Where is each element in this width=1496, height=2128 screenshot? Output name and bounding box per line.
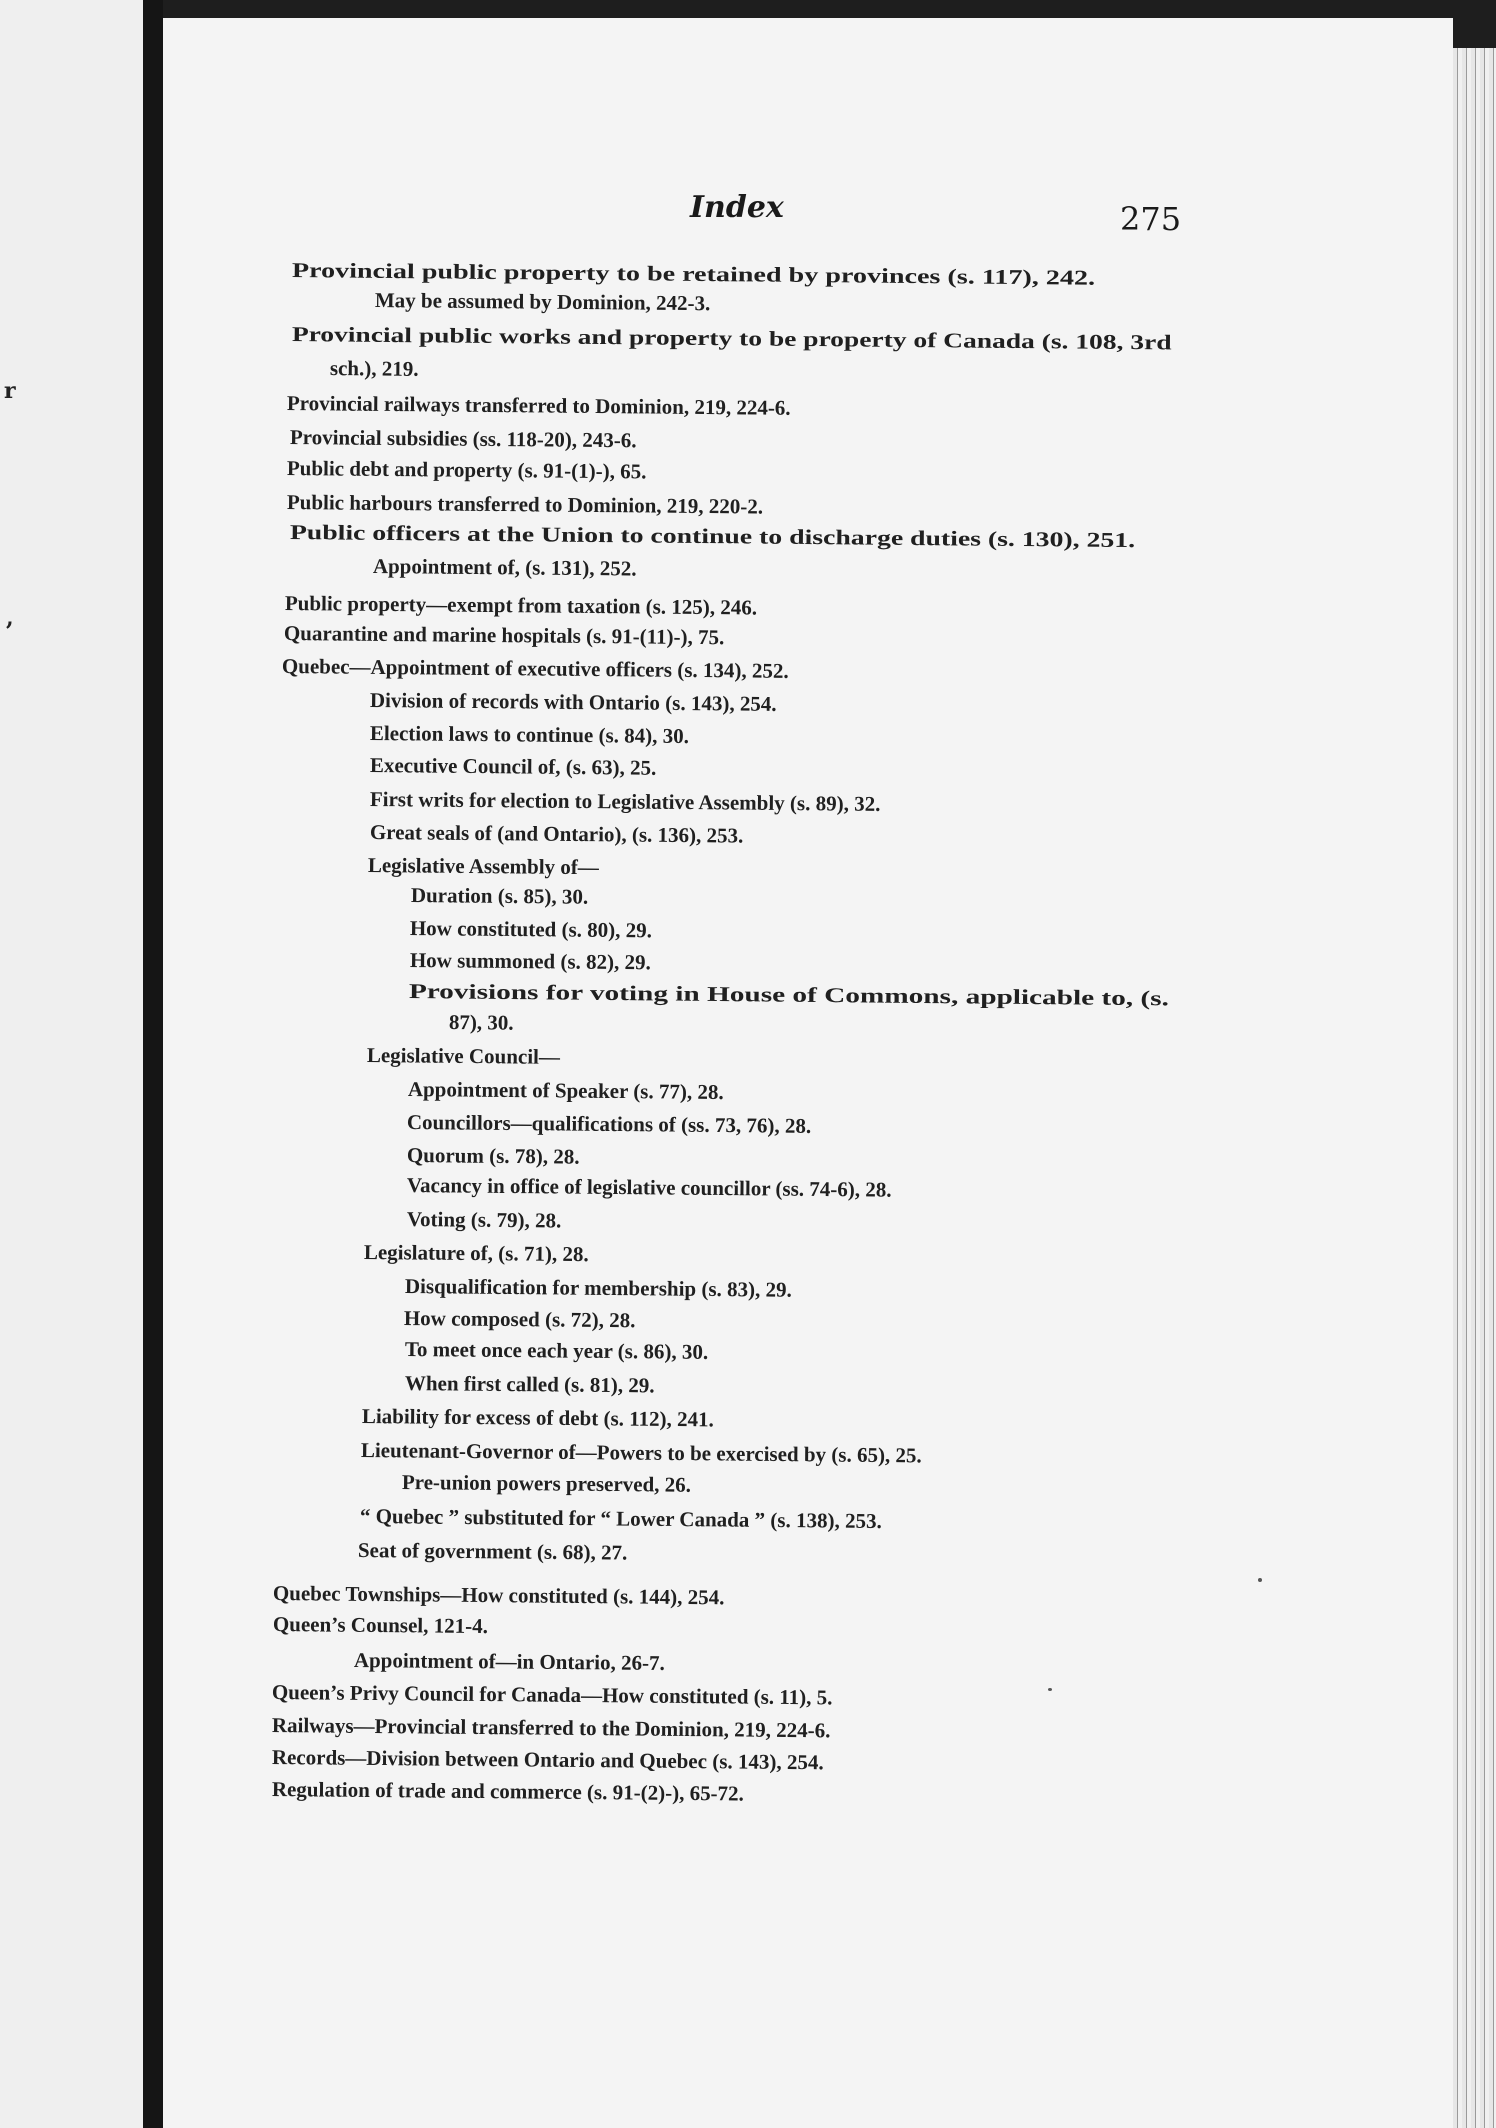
index-entry: 87), 30. xyxy=(448,1010,514,1035)
index-entry: Pre-union powers preserved, 26. xyxy=(401,1470,692,1497)
left-page xyxy=(0,0,143,2128)
index-entry: May be assumed by Dominion, 242-3. xyxy=(374,288,711,316)
left-page-fragment: , xyxy=(6,605,14,631)
index-entry: Regulation of trade and commerce (s. 91-(2)-), 65-72. xyxy=(271,1777,744,1806)
index-entry: Appointment of Speaker (s. 77), 28. xyxy=(407,1077,724,1105)
index-entry: Voting (s. 79), 28. xyxy=(406,1207,562,1233)
index-entry: Legislature of, (s. 71), 28. xyxy=(363,1240,589,1267)
index-entry: First writs for election to Legislative Assembly (s. 89), 32. xyxy=(369,787,881,816)
index-entry: Provisions for voting in House of Commons, applicable to, (s. xyxy=(408,979,1170,1011)
index-entry: How constituted (s. 80), 29. xyxy=(409,916,653,943)
index-entry: Public harbours transferred to Dominion, 219, 220-2. xyxy=(286,490,764,519)
index-entry: “ Quebec ” substituted for “ Lower Canada ” (s. 138), 253. xyxy=(359,1504,882,1534)
index-entry: Provincial public property to be retained by provinces (s. 117), 242. xyxy=(291,258,1096,290)
index-entry: Queen’s Counsel, 121-4. xyxy=(272,1612,489,1639)
index-entry: Quebec—Appointment of executive officers (s. 134), 252. xyxy=(281,654,789,683)
index-entry: Vacancy in office of legislative councillor (ss. 74-6), 28. xyxy=(406,1173,892,1202)
page-edges xyxy=(1453,48,1496,2128)
index-entry: Great seals of (and Ontario), (s. 136), 253. xyxy=(369,820,744,848)
index-entry: How composed (s. 72), 28. xyxy=(403,1306,636,1333)
index-entry: Public property—exempt from taxation (s. 125), 246. xyxy=(284,591,758,620)
index-entry: sch.), 219. xyxy=(329,356,419,381)
page-number: 275 xyxy=(1120,200,1182,238)
book-gutter xyxy=(143,0,163,2128)
page-speck xyxy=(1048,1688,1052,1691)
index-entry: How summoned (s. 82), 29. xyxy=(409,948,651,975)
index-entry: Provincial public works and property to be property of Canada (s. 108, 3rd xyxy=(291,322,1172,355)
index-entry: Appointment of, (s. 131), 252. xyxy=(372,554,637,581)
index-entry: Lieutenant-Governor of—Powers to be exercised by (s. 65), 25. xyxy=(360,1438,922,1468)
index-entry: Councillors—qualifications of (ss. 73, 76), 28. xyxy=(406,1110,812,1138)
index-entry: Seat of government (s. 68), 27. xyxy=(357,1538,628,1565)
index-entry: Railways—Provincial transferred to the Dominion, 219, 224-6. xyxy=(271,1713,831,1743)
index-entry: Duration (s. 85), 30. xyxy=(410,883,589,909)
index-entry: Quorum (s. 78), 28. xyxy=(406,1143,580,1169)
index-entry: Provincial railways transferred to Dominion, 219, 224-6. xyxy=(286,391,791,420)
index-entry: Disqualification for membership (s. 83), 29. xyxy=(404,1274,792,1302)
index-entry: Appointment of—in Ontario, 26-7. xyxy=(353,1648,665,1675)
index-entry: Legislative Assembly of— xyxy=(367,853,599,880)
index-entry: Election laws to continue (s. 84), 30. xyxy=(369,721,690,749)
index-entry: Records—Division between Ontario and Quebec (s. 143), 254. xyxy=(271,1745,824,1775)
index-entry: To meet once each year (s. 86), 30. xyxy=(404,1337,709,1364)
left-page-fragment: r xyxy=(4,378,16,404)
running-head: Index xyxy=(690,190,784,225)
index-entry: Quebec Townships—How constituted (s. 144), 254. xyxy=(272,1581,725,1610)
page-speck xyxy=(1258,1578,1262,1582)
index-entry: Provincial subsidies (ss. 118-20), 243-6. xyxy=(289,425,637,453)
index-entry: Quarantine and marine hospitals (s. 91-(11)-), 75. xyxy=(283,621,725,650)
index-entry: Executive Council of, (s. 63), 25. xyxy=(369,753,657,780)
index-entry: Public officers at the Union to continue to discharge duties (s. 130), 251. xyxy=(289,520,1136,553)
index-entry: Liability for excess of debt (s. 112), 241. xyxy=(361,1404,714,1432)
index-entry: Queen’s Privy Council for Canada—How constituted (s. 11), 5. xyxy=(271,1680,833,1710)
index-entry: Division of records with Ontario (s. 143), 254. xyxy=(369,688,777,716)
index-entry: Legislative Council— xyxy=(366,1043,561,1069)
index-entry: Public debt and property (s. 91-(1)-), 65. xyxy=(286,456,647,484)
index-entry: When first called (s. 81), 29. xyxy=(404,1371,655,1398)
